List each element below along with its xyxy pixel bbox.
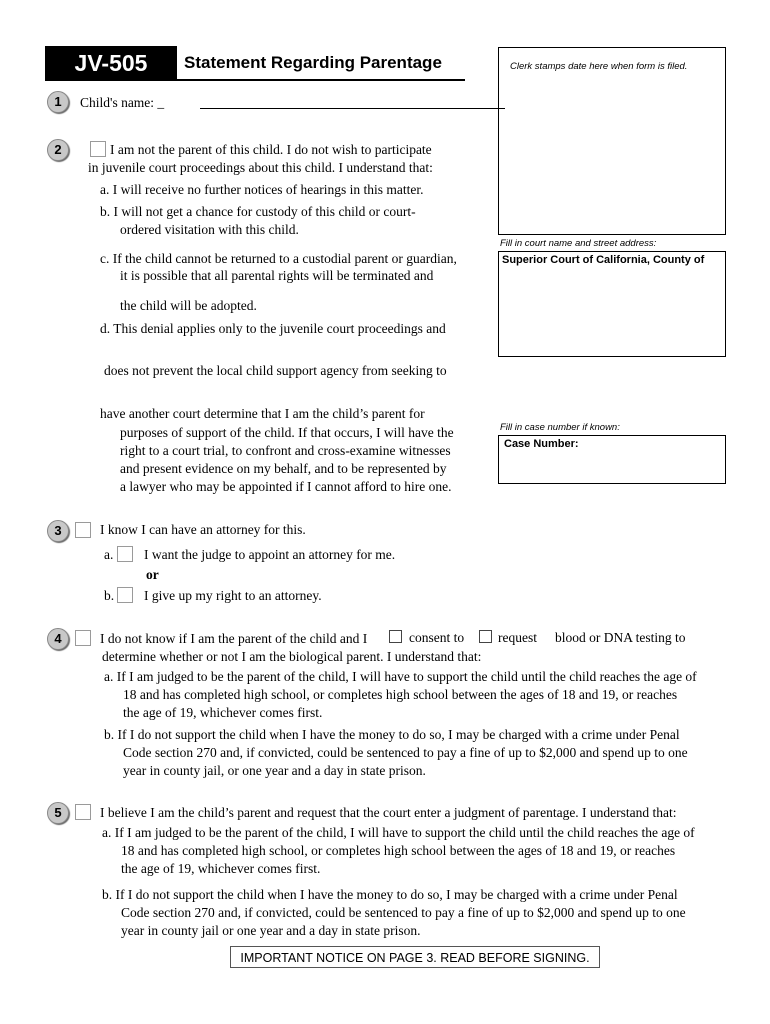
s3-b-prefix: b. <box>104 588 115 603</box>
s4-line2: determine whether or not I am the biological parent. I understand that: <box>102 649 482 664</box>
s4-line1-part2: blood or DNA testing to <box>555 630 686 645</box>
header-rule <box>45 79 465 81</box>
important-notice-box: IMPORTANT NOTICE ON PAGE 3. READ BEFORE SIGNING. <box>230 946 600 968</box>
s2-item-c3: the child will be adopted. <box>120 298 257 313</box>
s2-item-b1: b. I will not get a chance for custody of this child or court- <box>100 204 416 219</box>
s2-item-b2: ordered visitation with this child. <box>120 222 299 237</box>
form-number: JV-505 <box>74 50 148 76</box>
s2-item-d6: and present evidence on my behalf, and to be represented by <box>120 461 447 476</box>
s3-line1: I know I can have an attorney for this. <box>100 522 306 537</box>
child-name-label: Child's name: _ <box>80 95 165 110</box>
s2-item-d3: have another court determine that I am the child’s parent for <box>100 406 425 421</box>
s4-item-b3: year in county jail, or one year and a day in state prison. <box>123 763 426 778</box>
s3-or: or <box>146 567 159 582</box>
s2-item-d4: purposes of support of the child. If that occurs, I will have the <box>120 425 454 440</box>
s4-item-a2: 18 and has completed high school, or completes high school between the ages of 18 and 19, or reaches <box>123 687 678 702</box>
appoint-attorney-checkbox[interactable] <box>117 546 133 562</box>
s2-item-c1: c. If the child cannot be returned to a custodial parent or guardian, <box>100 251 457 266</box>
case-number-heading: Case Number: <box>504 438 579 450</box>
form-title: Statement Regarding Parentage <box>184 53 442 72</box>
court-name-label: Fill in court name and street address: <box>500 238 657 249</box>
attorney-checkbox[interactable] <box>75 522 91 538</box>
s5-item-b1: b. If I do not support the child when I have the money to do so, I may be charged with a crime under Penal <box>102 887 678 902</box>
s5-item-a1: a. If I am judged to be the parent of the child, I will have to support the child until the child reaches the age of <box>102 825 695 840</box>
s5-line1: I believe I am the child’s parent and request that the court enter a judgment of parentage. I understand that: <box>100 805 677 820</box>
s2-item-d5: right to a court trial, to confront and cross-examine witnesses <box>120 443 451 458</box>
s2-item-d7: a lawyer who may be appointed if I cannot afford to hire one. <box>120 479 452 494</box>
s4-item-a1: a. If I am judged to be the parent of the child, I will have to support the child until the child reaches the age of <box>104 669 697 684</box>
waive-attorney-checkbox[interactable] <box>117 587 133 603</box>
believe-parent-checkbox[interactable] <box>75 804 91 820</box>
s2-line1: I am not the parent of this child. I do not wish to participate <box>110 142 432 157</box>
clerk-stamp-label: Clerk stamps date here when form is filed. <box>510 61 688 72</box>
court-heading: Superior Court of California, County of <box>502 254 705 266</box>
s5-item-b3: year in county jail or one year and a day in state prison. <box>121 923 421 938</box>
clerk-stamp-box <box>498 47 726 235</box>
s4-item-a3: the age of 19, whichever comes first. <box>123 705 323 720</box>
s2-item-d2: does not prevent the local child support agency from seeking to <box>104 363 447 378</box>
request-checkbox[interactable] <box>479 630 492 643</box>
s3-a-text: I want the judge to appoint an attorney for me. <box>144 547 396 562</box>
consent-checkbox[interactable] <box>389 630 402 643</box>
s4-line1-part1: I do not know if I am the parent of the child and I <box>100 631 368 646</box>
s2-item-c2: it is possible that all parental rights will be terminated and <box>120 268 434 283</box>
s2-item-d1: d. This denial applies only to the juvenile court proceedings and <box>100 321 446 336</box>
child-name-field[interactable] <box>200 96 505 109</box>
s4-consent: consent to <box>409 630 465 645</box>
s3-a-prefix: a. <box>104 547 114 562</box>
s5-item-b2: Code section 270 and, if convicted, could be sentenced to pay a fine of up to $2,000 and spend up to one <box>121 905 686 920</box>
item-number-2: 2 <box>47 139 69 161</box>
s4-item-b1: b. If I do not support the child when I have the money to do so, I may be charged with a crime under Penal <box>104 727 680 742</box>
case-number-label: Fill in case number if known: <box>500 422 620 433</box>
item-number-5: 5 <box>47 802 69 824</box>
item-number-3: 3 <box>47 520 69 542</box>
s4-item-b2: Code section 270 and, if convicted, could be sentenced to pay a fine of up to $2,000 and spend up to one <box>123 745 688 760</box>
not-parent-checkbox[interactable] <box>90 141 106 157</box>
item-number-1: 1 <box>47 91 69 113</box>
s5-item-a2: 18 and has completed high school, or completes high school between the ages of 18 and 19, or reaches <box>121 843 676 858</box>
s2-line2: in juvenile court proceedings about this child. I understand that: <box>88 160 433 175</box>
s2-item-a: a. I will receive no further notices of hearings in this matter. <box>100 182 424 197</box>
s3-b-text: I give up my right to an attorney. <box>144 588 322 603</box>
unknown-parent-checkbox[interactable] <box>75 630 91 646</box>
court-name-box[interactable] <box>498 251 726 357</box>
s4-request: request <box>498 630 537 645</box>
item-number-4: 4 <box>47 628 69 650</box>
s5-item-a3: the age of 19, whichever comes first. <box>121 861 321 876</box>
